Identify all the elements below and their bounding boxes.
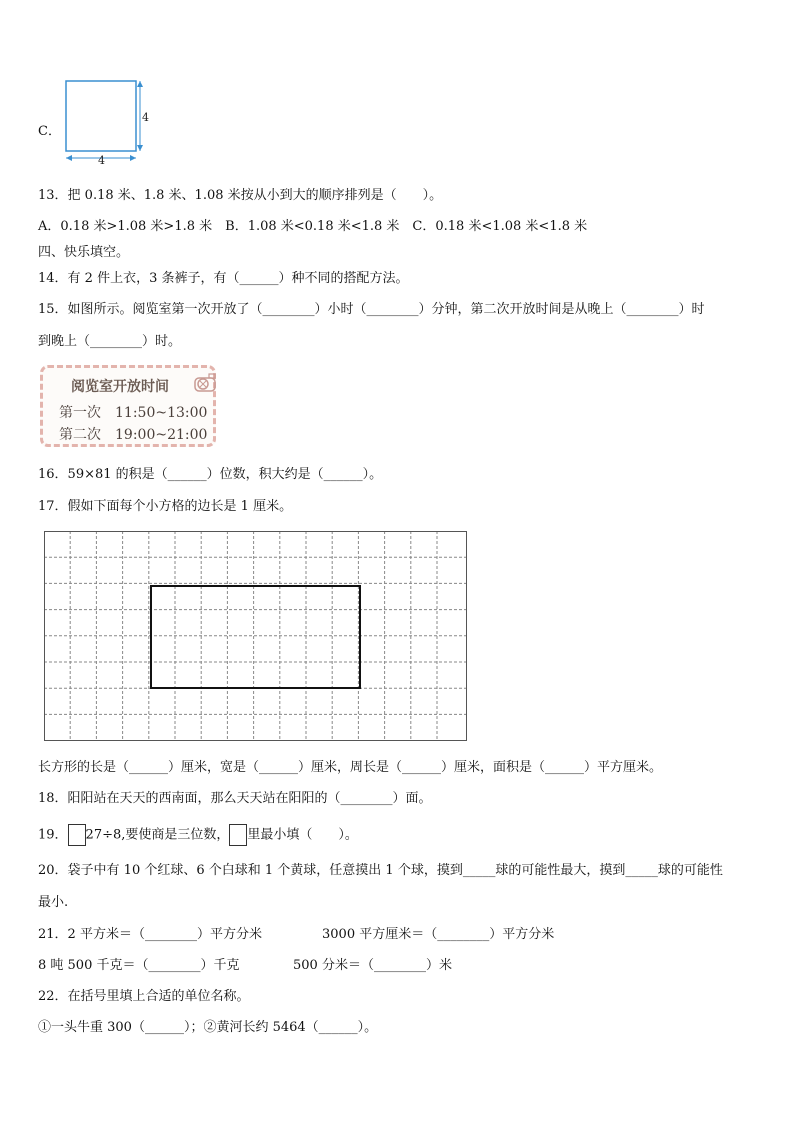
section-title: 四、快乐填空。: [38, 245, 130, 260]
q16: 16．59×81 的积是（______）位数，积大约是（______）。: [38, 467, 383, 482]
blank-box: [68, 824, 86, 846]
height-label: 4: [142, 111, 149, 124]
q17-stem: 17．假如下面每个小方格的边长是 1 厘米。: [38, 499, 293, 514]
option-c-label: C．: [38, 124, 61, 139]
q20-line1: 20．袋子中有 10 个红球、6 个白球和 1 个黄球，任意摸出 1 个球，摸到_____球的可能性最大，摸到_____球的可能性: [38, 863, 723, 878]
q21-b: 3000 平方厘米＝（________）平方分米: [322, 927, 555, 942]
q19: [38, 824, 358, 846]
q21-a: 21．2 平方米＝（________）平方分米: [38, 927, 262, 942]
q15-line1: 15．如图所示。阅览室第一次开放了（________）小时（________）分钟，第二次开放时间是从晚上（________）时: [38, 302, 705, 317]
square-figure: [58, 78, 158, 170]
q18: 18．阳阳站在天天的西南面，那么天天站在阳阳的（________）面。: [38, 791, 432, 806]
reading-room-notice: [40, 365, 216, 447]
q22-stem: 22．在括号里填上合适的单位名称。: [38, 989, 250, 1004]
q19-number: 19．: [38, 827, 68, 843]
q13-options: A．0.18 米>1.08 米>1.8 米 B．1.08 米<0.18 米<1.8 米 C．0.18 米<1.08 米<1.8 米: [38, 219, 588, 234]
q22-answer: ①一头牛重 300（______）；②黄河长约 5464（______）。: [38, 1020, 378, 1035]
camera-icon: [193, 372, 219, 394]
notice-title: 阅览室开放时间: [71, 379, 169, 395]
q19-tail: 里最小填（ ）。: [247, 827, 358, 843]
rectangle-shape: [151, 586, 360, 688]
q14: 14．有 2 件上衣，3 条裤子，有（______）种不同的搭配方法。: [38, 271, 409, 286]
notice-row-first: 第一次 11:50~13:00: [59, 405, 208, 421]
q19-middle: 27÷8,要使商是三位数，: [85, 827, 230, 843]
q15-line2: 到晚上（________）时。: [38, 334, 182, 349]
q21-c: 8 吨 500 千克＝（________）千克: [38, 958, 240, 973]
q20-line2: 最小.: [38, 895, 69, 910]
grid-figure: [44, 531, 470, 743]
notice-row-second: 第二次 19:00~21:00: [59, 427, 208, 443]
width-label: 4: [98, 154, 105, 167]
blank-box: [229, 824, 247, 846]
q13-stem: 13．把 0.18 米、1.8 米、1.08 米按从小到大的顺序排列是（ ）。: [38, 188, 443, 203]
q17-answer: 长方形的长是（______）厘米，宽是（______）厘米，周长是（______）厘米，面积是（______）平方厘米。: [38, 760, 663, 775]
q21-d: 500 分米＝（________）米: [293, 958, 452, 973]
